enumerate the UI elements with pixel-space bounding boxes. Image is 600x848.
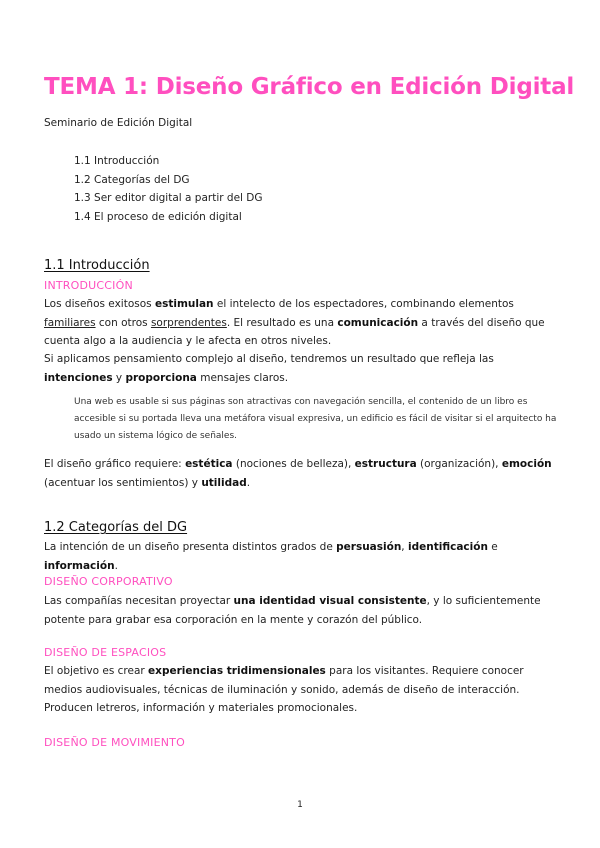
subheading-introduccion: INTRODUCCIÓN	[44, 279, 133, 292]
table-of-contents	[74, 152, 263, 226]
section-heading-categorias: 1.2 Categorías del DG	[44, 520, 188, 535]
subheading-espacios: DISEÑO DE ESPACIOS	[44, 646, 167, 659]
paragraph-requirements: El diseño gráfico requiere: estética (nociones de belleza), estructura (organización), emoción (acentuar los sentimientos) y utilidad.	[44, 458, 552, 489]
subheading-corporativo: DISEÑO CORPORATIVO	[44, 575, 173, 588]
document-title: TEMA 1: Diseño Gráfico en Edición Digital	[44, 74, 575, 100]
paragraph-espacios: El objetivo es crear experiencias tridimensionales para los visitantes. Requiere conocer medios audiovisuales, técnicas de iluminación y sonido, además de diseño de interacción. Producen letreros, información y materiales promocionales.	[44, 665, 524, 714]
paragraph-categories-intro: La intención de un diseño presenta distintos grados de persuasión, identificación e información.	[44, 541, 498, 572]
subheading-movimiento: DISEÑO DE MOVIMIENTO	[44, 736, 185, 749]
example-quote: Una web es usable si sus páginas son atractivas con navegación sencilla, el contenido de un libro es accesible si su portada lleva una metáfora visual expresiva, un edificio es fácil de visitar si el arquitecto ha usado un sistema lógico de señales.	[74, 397, 557, 441]
paragraph-corporativo: Las compañías necesitan proyectar una identidad visual consistente, y lo suficientemente potente para grabar esa corporación en la mente y corazón del público.	[44, 595, 541, 626]
toc-item: 1.2 Categorías del DG	[74, 173, 190, 186]
toc-item: 1.4 El proceso de edición digital	[74, 210, 242, 223]
section-heading-introduccion: 1.1 Introducción	[44, 258, 150, 273]
toc-item: 1.3 Ser editor digital a partir del DG	[74, 192, 263, 204]
paragraph-complexity: Si aplicamos pensamiento complejo al diseño, tendremos un resultado que refleja las intenciones y proporciona mensajes claros.	[44, 353, 494, 384]
toc-item: 1.1 Introducción	[74, 155, 160, 167]
paragraph-intro: Los diseños exitosos estimulan el intelecto de los espectadores, combinando elementos familiares con otros sorprendentes. El resultado es una comunicación a través del diseño que cuenta algo a la audiencia y le afecta en otros niveles.	[44, 298, 545, 347]
document-subtitle: Seminario de Edición Digital	[44, 117, 193, 129]
page-number: 1	[297, 800, 303, 810]
